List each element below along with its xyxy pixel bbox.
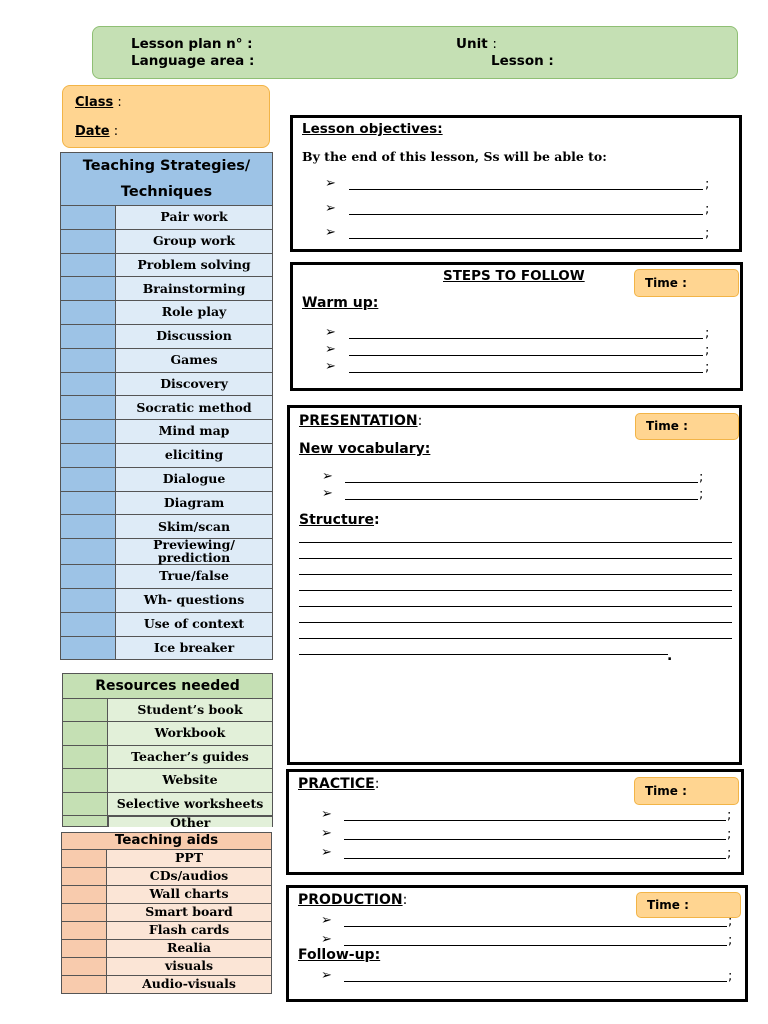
strategy-row <box>61 206 273 230</box>
resource-row <box>63 815 273 827</box>
resource-label: Website <box>108 769 273 792</box>
structure-line[interactable] <box>299 574 732 575</box>
aid-label: Realia <box>107 940 272 958</box>
resource-row <box>63 722 273 745</box>
fill-in-line[interactable] <box>349 355 703 356</box>
strategy-checkbox-cell[interactable] <box>61 301 116 325</box>
strategy-checkbox-cell[interactable] <box>61 396 116 420</box>
strategy-row <box>61 372 273 396</box>
strategy-checkbox-cell[interactable] <box>61 515 116 539</box>
bullet-arrow-icon: ➢ <box>325 342 336 357</box>
strategy-label: eliciting <box>116 443 273 467</box>
aid-label: Wall charts <box>107 886 272 904</box>
aid-checkbox-cell[interactable] <box>62 886 107 904</box>
strategy-row <box>61 396 273 420</box>
line-semicolon: ; <box>699 470 704 485</box>
fill-in-line[interactable] <box>344 858 726 859</box>
strategy-label: Previewing/ prediction <box>116 539 273 565</box>
strategy-label: Ice breaker <box>116 636 273 660</box>
followup-title: Follow-up: <box>298 947 381 963</box>
presentation-time-box[interactable]: Time : <box>635 413 739 440</box>
aid-checkbox-cell[interactable] <box>62 940 107 958</box>
fill-in-line[interactable] <box>349 372 703 373</box>
resource-row <box>63 792 273 815</box>
resources-title: Resources needed <box>63 674 273 699</box>
lesson-label: Lesson : <box>491 53 554 69</box>
warmup-title: Warm up: <box>302 295 379 311</box>
production-time-box[interactable]: Time : <box>636 892 741 918</box>
line-semicolon: ; <box>705 177 710 192</box>
practice-time-box[interactable]: Time : <box>634 777 739 805</box>
aid-label: visuals <box>107 958 272 976</box>
fill-in-line[interactable] <box>349 338 703 339</box>
strategies-title: Teaching Strategies/ Techniques <box>61 153 273 206</box>
fill-in-line[interactable] <box>344 981 727 982</box>
line-semicolon: ; <box>727 827 732 842</box>
line-semicolon: ; <box>728 969 733 984</box>
line-semicolon: ; <box>705 360 710 375</box>
strategy-row <box>61 253 273 277</box>
steps-time-box[interactable]: Time : <box>634 269 739 297</box>
structure-line[interactable] <box>299 542 732 543</box>
strategy-label: Use of context <box>116 612 273 636</box>
bullet-arrow-icon: ➢ <box>321 807 332 822</box>
resource-row <box>63 699 273 722</box>
strategy-row <box>61 443 273 467</box>
line-semicolon: ; <box>728 914 733 929</box>
structure-line[interactable] <box>299 590 732 591</box>
unit-label: Unit : <box>456 36 497 52</box>
aid-row <box>62 886 272 904</box>
aid-label: Smart board <box>107 904 272 922</box>
aid-checkbox-cell[interactable] <box>62 868 107 886</box>
aid-checkbox-cell[interactable] <box>62 958 107 976</box>
strategy-label: Games <box>116 348 273 372</box>
resources-table <box>62 673 273 827</box>
strategy-row <box>61 491 273 515</box>
aid-row <box>62 958 272 976</box>
bullet-arrow-icon: ➢ <box>325 325 336 340</box>
strategy-checkbox-cell[interactable] <box>61 467 116 491</box>
aids-table <box>61 832 272 994</box>
structure-line[interactable] <box>299 654 668 655</box>
strategy-checkbox-cell[interactable] <box>61 229 116 253</box>
fill-in-line[interactable] <box>345 499 698 500</box>
presentation-box <box>287 405 742 765</box>
strategy-label: Discovery <box>116 372 273 396</box>
strategy-label: True/false <box>116 565 273 589</box>
resource-row <box>63 769 273 792</box>
strategy-row <box>61 636 273 660</box>
bullet-arrow-icon: ➢ <box>321 845 332 860</box>
strategy-row <box>61 565 273 589</box>
strategy-checkbox-cell[interactable] <box>61 491 116 515</box>
strategy-checkbox-cell[interactable] <box>61 443 116 467</box>
strategy-checkbox-cell[interactable] <box>61 420 116 444</box>
strategy-label: Pair work <box>116 206 273 230</box>
strategy-checkbox-cell[interactable] <box>61 277 116 301</box>
strategy-label: Problem solving <box>116 253 273 277</box>
strategy-row <box>61 348 273 372</box>
strategy-checkbox-cell[interactable] <box>61 539 116 565</box>
aid-row <box>62 976 272 994</box>
strategies-table <box>60 152 273 660</box>
bullet-arrow-icon: ➢ <box>325 225 336 240</box>
line-semicolon: ; <box>727 808 732 823</box>
aid-row <box>62 940 272 958</box>
resource-label: Student’s book <box>108 699 273 722</box>
fill-in-line[interactable] <box>345 482 698 483</box>
practice-box <box>286 769 744 875</box>
strategy-checkbox-cell[interactable] <box>61 588 116 612</box>
bullet-arrow-icon: ➢ <box>322 469 333 484</box>
aid-checkbox-cell[interactable] <box>62 922 107 940</box>
aid-label: PPT <box>107 850 272 868</box>
line-semicolon: ; <box>705 202 710 217</box>
resource-checkbox-cell[interactable] <box>63 792 108 815</box>
presentation-title: PRESENTATION: <box>299 413 423 429</box>
strategy-label: Role play <box>116 301 273 325</box>
strategy-row <box>61 301 273 325</box>
bullet-arrow-icon: ➢ <box>322 486 333 501</box>
aid-label: CDs/audios <box>107 868 272 886</box>
bullet-arrow-icon: ➢ <box>321 826 332 841</box>
fill-in-line[interactable] <box>344 926 727 927</box>
class-field: Class : <box>75 95 122 110</box>
structure-end-dot: . <box>667 648 673 664</box>
strategy-row <box>61 588 273 612</box>
bullet-arrow-icon: ➢ <box>325 176 336 191</box>
fill-in-line[interactable] <box>349 214 703 215</box>
aid-label: Audio-visuals <box>107 976 272 994</box>
fill-in-line[interactable] <box>344 820 726 821</box>
aids-title: Teaching aids <box>62 833 272 850</box>
production-title: PRODUCTION: <box>298 892 408 908</box>
fill-in-line[interactable] <box>349 238 703 239</box>
practice-title: PRACTICE: <box>298 776 380 792</box>
steps-title: STEPS TO FOLLOW <box>443 268 585 284</box>
line-semicolon: ; <box>705 326 710 341</box>
vocab-title: New vocabulary: <box>299 441 431 457</box>
resource-checkbox-cell[interactable] <box>63 722 108 745</box>
strategy-label: Skim/scan <box>116 515 273 539</box>
strategy-row <box>61 420 273 444</box>
resource-checkbox-cell[interactable] <box>63 815 108 827</box>
bullet-arrow-icon: ➢ <box>321 913 332 928</box>
strategy-label: Group work <box>116 229 273 253</box>
strategy-row <box>61 467 273 491</box>
strategy-label: Diagram <box>116 491 273 515</box>
aid-checkbox-cell[interactable] <box>62 976 107 994</box>
fill-in-line[interactable] <box>344 839 726 840</box>
fill-in-line[interactable] <box>344 945 727 946</box>
line-semicolon: ; <box>705 226 710 241</box>
strategy-label: Dialogue <box>116 467 273 491</box>
strategy-row <box>61 229 273 253</box>
resource-checkbox-cell[interactable] <box>63 769 108 792</box>
strategy-checkbox-cell[interactable] <box>61 612 116 636</box>
resource-label: Selective worksheets <box>108 792 273 815</box>
resource-label: Other <box>108 816 273 827</box>
line-semicolon: ; <box>699 487 704 502</box>
strategy-checkbox-cell[interactable] <box>61 372 116 396</box>
bullet-arrow-icon: ➢ <box>321 968 332 983</box>
strategy-checkbox-cell[interactable] <box>61 324 116 348</box>
lesson-plan-label: Lesson plan n° : <box>131 36 253 52</box>
date-field: Date : <box>75 124 119 139</box>
objectives-title: Lesson objectives: <box>302 121 443 137</box>
strategy-row <box>61 539 273 565</box>
strategy-checkbox-cell[interactable] <box>61 206 116 230</box>
strategy-checkbox-cell[interactable] <box>61 565 116 589</box>
fill-in-line[interactable] <box>349 189 703 190</box>
production-box <box>286 885 748 1002</box>
strategy-checkbox-cell[interactable] <box>61 348 116 372</box>
strategy-label: Socratic method <box>116 396 273 420</box>
aid-row <box>62 850 272 868</box>
aid-row <box>62 868 272 886</box>
resource-label: Workbook <box>108 722 273 745</box>
strategy-label: Mind map <box>116 420 273 444</box>
strategy-label: Wh- questions <box>116 588 273 612</box>
resource-row <box>63 745 273 768</box>
structure-line[interactable] <box>299 638 732 639</box>
structure-title: Structure: <box>299 512 380 528</box>
line-semicolon: ; <box>727 846 732 861</box>
language-area-label: Language area : <box>131 53 255 69</box>
aid-label: Flash cards <box>107 922 272 940</box>
objectives-box <box>290 115 742 252</box>
strategy-row <box>61 612 273 636</box>
strategy-row <box>61 277 273 301</box>
structure-line[interactable] <box>299 606 732 607</box>
line-semicolon: ; <box>728 933 733 948</box>
objectives-intro: By the end of this lesson, Ss will be able to: <box>302 149 607 164</box>
structure-line[interactable] <box>299 622 732 623</box>
aid-row <box>62 922 272 940</box>
resource-checkbox-cell[interactable] <box>63 745 108 768</box>
line-semicolon: ; <box>705 343 710 358</box>
bullet-arrow-icon: ➢ <box>321 932 332 947</box>
aid-checkbox-cell[interactable] <box>62 850 107 868</box>
resource-label: Teacher’s guides <box>108 745 273 768</box>
steps-box <box>290 262 743 391</box>
bullet-arrow-icon: ➢ <box>325 359 336 374</box>
strategy-checkbox-cell[interactable] <box>61 636 116 660</box>
structure-line[interactable] <box>299 558 732 559</box>
class-date-box <box>62 85 270 148</box>
strategy-row <box>61 515 273 539</box>
strategy-row <box>61 324 273 348</box>
lesson-header <box>92 26 738 79</box>
resource-checkbox-cell[interactable] <box>63 699 108 722</box>
strategy-label: Discussion <box>116 324 273 348</box>
strategy-checkbox-cell[interactable] <box>61 253 116 277</box>
aid-row <box>62 904 272 922</box>
aid-checkbox-cell[interactable] <box>62 904 107 922</box>
bullet-arrow-icon: ➢ <box>325 201 336 216</box>
strategy-label: Brainstorming <box>116 277 273 301</box>
